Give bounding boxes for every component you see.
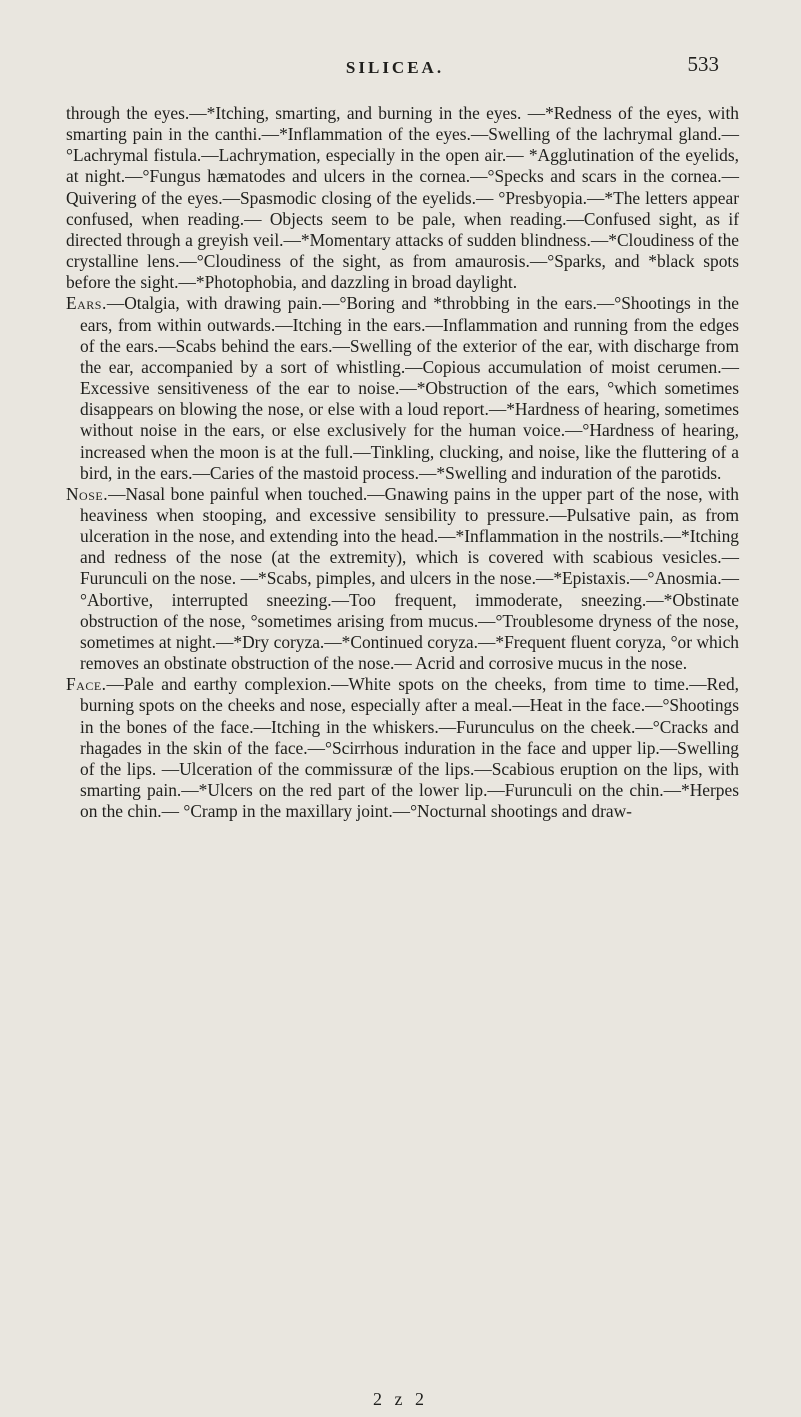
paragraph-text: through the eyes.—*Itching, smarting, and burning in the eyes. —*Redness of the eyes, with smarting pain in the canthi.—*Inflammation of the eyes.—Swelling of the lachrymal gland.—°Lachrymal fistula.—Lachrymation, especially in the open air.— *Agglutination of the eyelids, at night.—°Fungus hæmatodes and ulcers in the cornea.—°Specks and scars in the cornea.— Quivering of the eyes.—Spasmodic closing of the eyelids.— °Presbyopia.—*The letters appear confused, when reading.— Objects seem to be pale, when reading.—Confused sight, as if directed through a greyish veil.—*Momentary attacks of sudden blindness.—*Cloudiness of the crystalline lens.—°Cloudiness of the sight, as from amaurosis.—°Sparks, and *black spots before the sight.—*Photophobia, and dazzling in broad daylight. <box>66 103 739 293</box>
paragraph-nose <box>66 484 739 674</box>
section-heading-face: Face. <box>66 674 107 695</box>
section-heading-ears: Ears. <box>66 293 107 314</box>
paragraph-face <box>66 674 739 822</box>
page-header <box>0 52 801 88</box>
paragraph-eyes <box>66 103 739 293</box>
page-number: 533 <box>687 52 719 76</box>
running-title: SILICEA. <box>345 58 445 77</box>
section-heading-nose: Nose. <box>66 483 109 504</box>
paragraph-text: —Otalgia, with drawing pain.—°Boring and *throbbing in the ears.—°Shootings in the ears, from within outwards.—Itching in the ears.—Inflammation and running from the edges of the ears.—Scabs behind the ears.—Swelling of the exterior of the ear, with discharge from the ear, accompanied by a sort of whistling.—Copious accumulation of moist cerumen.—Excessive sensitiveness of the ear to noise.—*Obstruction of the ears, °which sometimes disappears on blowing the nose, or else with a loud report.—*Hardness of hearing, sometimes without noise in the ears, or else exclusively for the human voice.—°Hardness of hearing, increased when the moon is at the full.—Tinkling, clucking, and noise, like the fluttering of a bird, in the ears.—Caries of the mastoid process.—*Swelling and induration of the parotids. <box>80 293 739 483</box>
paragraph-text: —Nasal bone painful when touched.—Gnawing pains in the upper part of the nose, with heaviness when stooping, and excessive sensibility to pressure.—Pulsative pain, as from ulceration in the nose, and extending into the head.—*Inflammation in the nostrils.—*Itching and redness of the nose (at the extremity), which is covered with scabious vesicles.—Furunculi on the nose. —*Scabs, pimples, and ulcers in the nose.—*Epistaxis.—°Anosmia.—°Abortive, interrupted sneezing.—Too frequent, immoderate, sneezing.—*Obstinate obstruction of the nose, °sometimes arising from mucus.—°Troublesome dryness of the nose, sometimes at night.—*Dry coryza.—*Continued coryza.—*Frequent fluent coryza, °or which removes an obstinate obstruction of the nose.— Acrid and corrosive mucus in the nose. <box>80 483 739 674</box>
paragraph-text: —Pale and earthy complexion.—White spots on the cheeks, from time to time.—Red, burning spots on the cheeks and nose, especially after a meal.—Heat in the face.—°Shootings in the bones of the face.—Itching in the whiskers.—Furunculus on the cheek.—°Cracks and rhagades in the skin of the face.—°Scirrhous induration in the face and upper lip.—Swelling of the lips. —Ulceration of the commissuræ of the lips.—Scabious eruption on the lips, with smarting pain.—*Ulcers on the red part of the lower lip.—Furunculi on the chin.—*Herpes on the chin.— °Cramp in the maxillary joint.—°Nocturnal shootings and draw- <box>80 674 739 822</box>
body-text <box>66 103 739 822</box>
paragraph-ears <box>66 293 739 483</box>
signature-mark: 2 z 2 <box>373 1389 428 1409</box>
